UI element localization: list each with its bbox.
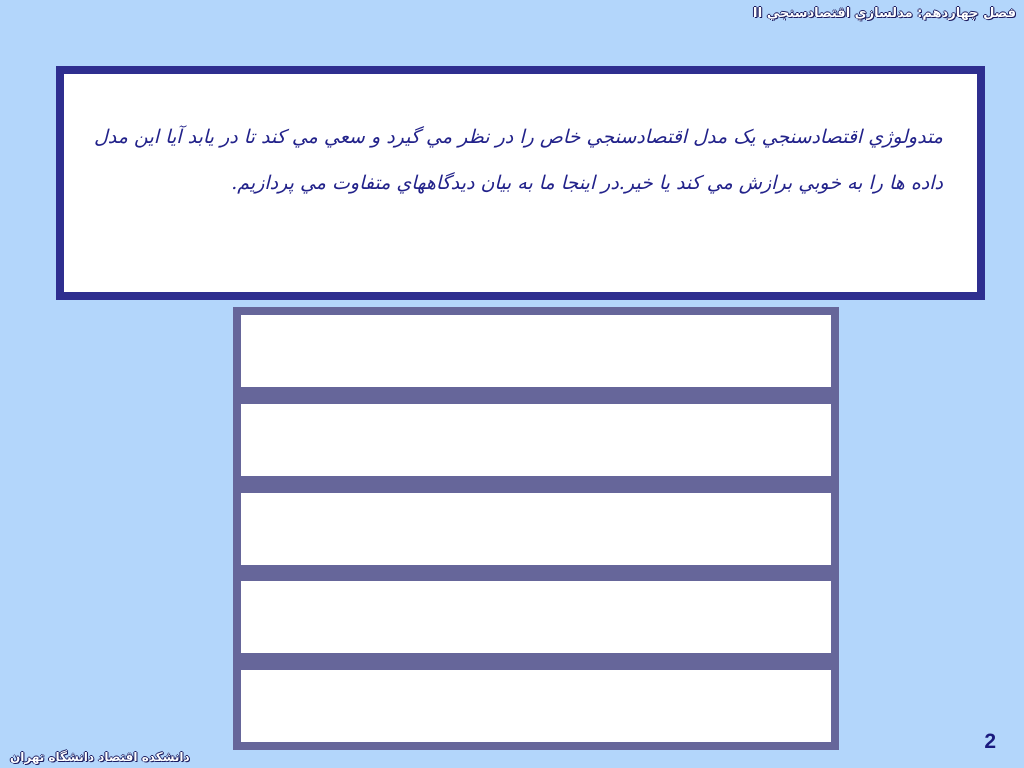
stack-box-1 [241,315,831,387]
stack-box-5 [241,670,831,742]
page-number: 2 [984,730,996,753]
footer-institution: دانشکده اقتصاد دانشگاه تهران [10,750,190,764]
stack-box-4 [241,581,831,653]
intro-paragraph: متدولوژي اقتصادسنجي يک مدل اقتصادسنجي خاص را در نظر مي گيرد و سعي مي کند تا در يابد آيا اين مدل داده ها را به خوبي برازش مي کند يا خير.در اينجا ما به بيان ديدگاههاي متفاوت مي پردازيم. [94,126,943,194]
empty-boxes-stack [233,307,839,750]
slide-header-title: فصل چهاردهم: مدلسازي اقتصادسنجي II [752,6,1016,21]
stack-box-2 [241,404,831,476]
stack-box-3 [241,493,831,565]
intro-text-box [56,66,985,300]
